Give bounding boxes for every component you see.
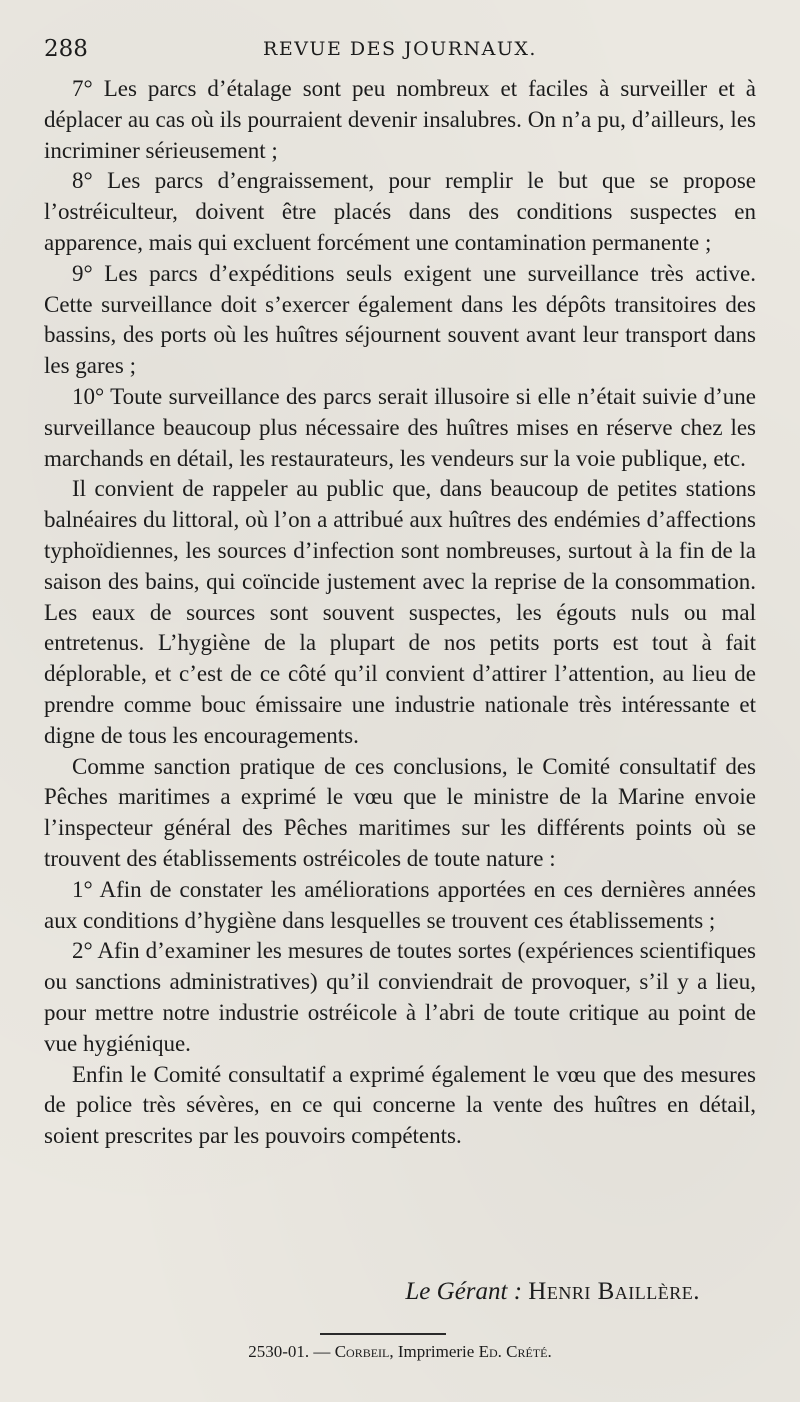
printer-imprint bbox=[0, 1340, 800, 1364]
imprint-printer-label: Imprimerie bbox=[397, 1342, 475, 1361]
imprint-city: Corbeil, bbox=[334, 1342, 394, 1361]
imprint-printer-name: Ed. Crété. bbox=[478, 1342, 552, 1361]
signature-role: Le Gérant : bbox=[405, 1278, 523, 1305]
footer-divider bbox=[320, 1333, 446, 1335]
paragraph-hygiene: Il convient de rappeler au public que, dans beaucoup de petites stations balnéaires du littoral, où l’on a attribué aux huîtres des endémies d’affections typhoïdiennes, les sources d’infection sont nombreuses, surtout à la fin de la saison des bains, qui coïncide justement avec la reprise de la consommation. Les eaux de sources sont souvent suspectes, les égouts nuls ou mal entretenus. L’hygiène de la plupart de nos petits ports est tout à fait déplorable, et c’est de ce côté qu’il convient d’attirer l’attention, au lieu de prendre comme bouc émissaire une industrie nationale très intéressante et digne de tous les encouragements. bbox=[44, 476, 756, 748]
paragraph-sanction: Comme sanction pratique de ces conclusions, le Comité consultatif des Pêches maritimes a exprimé le vœu que le ministre de la Marine envoie l’inspecteur général des Pêches maritimes sur les différents points où se trouvent des établissements ostréicoles de toute nature : bbox=[44, 753, 756, 871]
paragraph-aim-1: 1° Afin de constater les améliorations apportées en ces dernières années aux conditions d’hygiène dans lesquelles se trouvent ces établissements ; bbox=[44, 876, 756, 933]
running-title: REVUE DES JOURNAUX. bbox=[263, 38, 537, 60]
imprint-code: 2530-01. — bbox=[248, 1342, 331, 1361]
paragraph-item-9: 9° Les parcs d’expéditions seuls exigent une surveillance très active. Cette surveillance doit s’exercer également dans les dépôts transitoires des bassins, des ports où les huîtres séjournent souvent avant leur transport dans les gares ; bbox=[44, 260, 756, 379]
paragraph-aim-2: 2° Afin d’examiner les mesures de toutes sortes (expériences scientifiques ou sanctions administratives) qu’il conviendrait de provoquer, s’il y a lieu, pour mettre notre industrie ostréicole à l’abri de toute critique au point de vue hygiénique. bbox=[44, 938, 756, 1056]
paragraph-item-10: 10° Toute surveillance des parcs serait illusoire si elle n’était suivie d’une surveillance beaucoup plus nécessaire des huîtres mises en réserve chez les marchands en détail, les restaurateurs, les vendeurs sur la voie publique, etc. bbox=[44, 383, 756, 471]
signature bbox=[405, 1276, 700, 1308]
page-header bbox=[44, 32, 756, 66]
page-number: 288 bbox=[44, 36, 88, 62]
paragraph-item-8: 8° Les parcs d’engraissement, pour remplir le but que se propose l’ostréiculteur, doivent être placés dans des conditions suspectes en apparence, mais qui excluent forcément une contamination permanente ; bbox=[44, 168, 756, 255]
paragraph-conclusion: Enfin le Comité consultatif a exprimé également le vœu que des mesures de police très sévères, en ce qui concerne la vente des huîtres en détail, soient prescrites par les pouvoirs compétents. bbox=[44, 1061, 756, 1149]
signature-name: Henri Baillère. bbox=[528, 1278, 700, 1305]
article-body bbox=[44, 74, 756, 1152]
paragraph-item-7: 7° Les parcs d’étalage sont peu nombreux et faciles à surveiller et à déplacer au cas où ils pourraient devenir insalubres. On n’a pu, d’ailleurs, les incriminer sérieusement ; bbox=[44, 76, 756, 163]
